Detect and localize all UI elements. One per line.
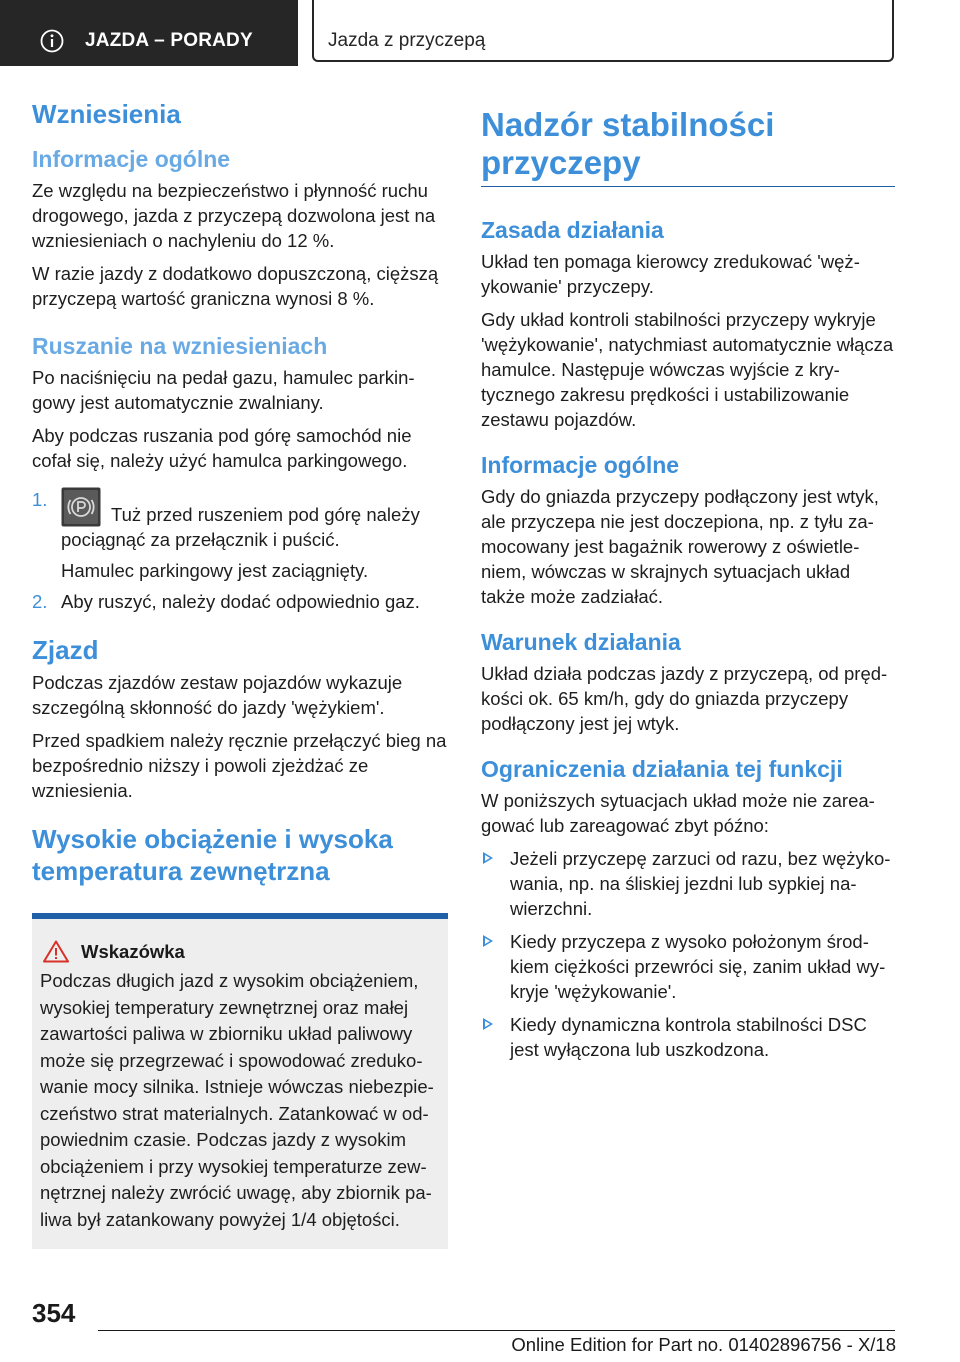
step-text: Aby ruszyć, należy dodać odpowiednio gaz.: [61, 591, 420, 612]
heading-informacje-ogolne: Informacje ogólne: [481, 452, 680, 478]
parking-brake-icon: [61, 487, 101, 527]
step-number: 2.: [32, 591, 48, 612]
section-tab: [0, 0, 298, 66]
paragraph: Aby podczas ruszania pod górę samochód nie cofał się, należy użyć hamulca parkingowego.: [32, 425, 412, 471]
section-tab-label: JAZDA – PORADY: [85, 30, 253, 51]
list-item-text: Jeżeli przyczepę zarzuci od razu, bez wężykowania, np. na śliskiej jezdni lub sypkiej nawierzchni.: [510, 848, 891, 919]
step-number: 1.: [32, 489, 48, 510]
right-column: [481, 98, 895, 1070]
list-item: [481, 846, 895, 921]
warning-title: [40, 939, 440, 964]
footer-divider: [98, 1330, 895, 1331]
step-text: [61, 487, 448, 552]
heading-nadzor-stabilnosci: Nadzór stabilności przyczepy: [481, 106, 895, 187]
list-item-text: Kiedy dynamiczna kontrola stabilności DSC jest wyłączona lub uszkodzona.: [510, 1014, 867, 1060]
list-item: [481, 929, 895, 1004]
paragraph: W poniższych sytuacjach układ może nie zareagować lub zareagować zbyt późno:: [481, 790, 875, 836]
heading-wzniesienia: Wzniesienia: [32, 99, 181, 129]
paragraph: Gdy do gniazda przyczepy podłączony jest wtyk, ale przyczepa nie jest doczepiona, np. z tyłu zamocowany jest bagażnik rowerowy z oświetleniem, wówczas w skrajnych sytuacjach układ także może zadziałać.: [481, 486, 879, 607]
step-item: [32, 589, 448, 614]
edition-text: Online Edition for Part no. 01402896756 - X/18: [511, 1334, 896, 1355]
triangle-bullet-icon: [483, 852, 493, 864]
heading-informacje-ogolne: Informacje ogólne: [32, 146, 231, 172]
chapter-tab-label: Jazda z przyczepą: [328, 30, 486, 51]
paragraph: Układ działa podczas jazdy z przyczepą, od prędkości ok. 65 km/h, gdy do gniazda przyczepy podłączony jest jej wtyk.: [481, 663, 888, 734]
bullet-list: [481, 846, 895, 1062]
paragraph: Przed spadkiem należy ręcznie przełączyć bieg na bezpośrednio niższy i powoli zjeżdżać ze wzniesienia.: [32, 730, 447, 801]
step-text-content: Tuż przed ruszeniem pod górę należy pociągnąć za przełącznik i puścić.: [61, 504, 420, 550]
paragraph: Ze względu na bezpieczeństwo i płynność ruchu drogowego, jazda z przyczepą dozwolona jest na wzniesieniach o nachyleniu do 12 %.: [32, 180, 436, 251]
step-item: [32, 487, 448, 583]
paragraph: Gdy układ kontroli stabilności przyczepy wykryje 'wężykowanie', natychmiast automatycznie włącza hamulce. Następuje wówczas wyjście z krytycznego zakresu prędkości i ustabilizowanie zestawu pojazdów.: [481, 309, 894, 430]
warning-text: Podczas długich jazd z wysokim obciążeniem, wysokiej temperatury zewnętrznej oraz małej zawartości paliwa w zbiorniku układ paliwowy może się przegrzewać i spowodować zredukowanie mocy silnika. Istnieje wówczas niebezpieczeństwo strat materialnych. Zatankować w odpowiednim czasie. Podczas jazdy z wysokim obciążeniem i przy wysokiej temperaturze zewnętrznej należy zwrócić uwagę, aby zbiornik paliwa był zatankowany powyżej 1/4 objętości.: [40, 970, 434, 1230]
step-subtext: Hamulec parkingowy jest zaciągnięty.: [61, 560, 369, 581]
triangle-bullet-icon: [483, 935, 493, 947]
paragraph: Podczas zjazdów zestaw pojazdów wykazuje szczególną skłonność do jazdy 'wężykiem'.: [32, 672, 403, 718]
steps-list: [32, 487, 448, 614]
triangle-bullet-icon: [483, 1018, 493, 1030]
chapter-tab: [312, 0, 894, 62]
list-item-text: Kiedy przyczepa z wysoko położonym środkiem ciężkości przewróci się, zanim układ wykryje 'wężykowanie'.: [510, 931, 886, 1002]
paragraph: Układ ten pomaga kierowcy zredukować 'wężykowanie' przyczepy.: [481, 251, 860, 297]
heading-wysokie-obciazenie: Wysokie obciążenie i wysoka temperatura zewnętrzna: [32, 824, 393, 886]
list-item: [481, 1012, 895, 1062]
left-column: [32, 98, 448, 1249]
paragraph: W razie jazdy z dodatkowo dopuszczoną, cięższą przyczepą wartość graniczna wynosi 8 %.: [32, 263, 439, 309]
heading-ograniczenia: Ograniczenia działania tej funkcji: [481, 756, 843, 782]
paragraph: Po naciśnięciu na pedał gazu, hamulec parkingowy jest automatycznie zwalniany.: [32, 367, 415, 413]
page-number: 354: [32, 1298, 76, 1328]
warning-title-text: Wskazówka: [81, 941, 185, 962]
heading-ruszanie: Ruszanie na wzniesieniach: [32, 333, 328, 359]
heading-zasada-dzialania: Zasada działania: [481, 217, 664, 243]
page-header: [0, 0, 960, 66]
info-circle-icon: [40, 29, 64, 53]
warning-box: [32, 913, 448, 1249]
heading-warunek-dzialania: Warunek działania: [481, 629, 681, 655]
heading-zjazd: Zjazd: [32, 635, 99, 665]
warning-triangle-icon: [43, 940, 69, 963]
